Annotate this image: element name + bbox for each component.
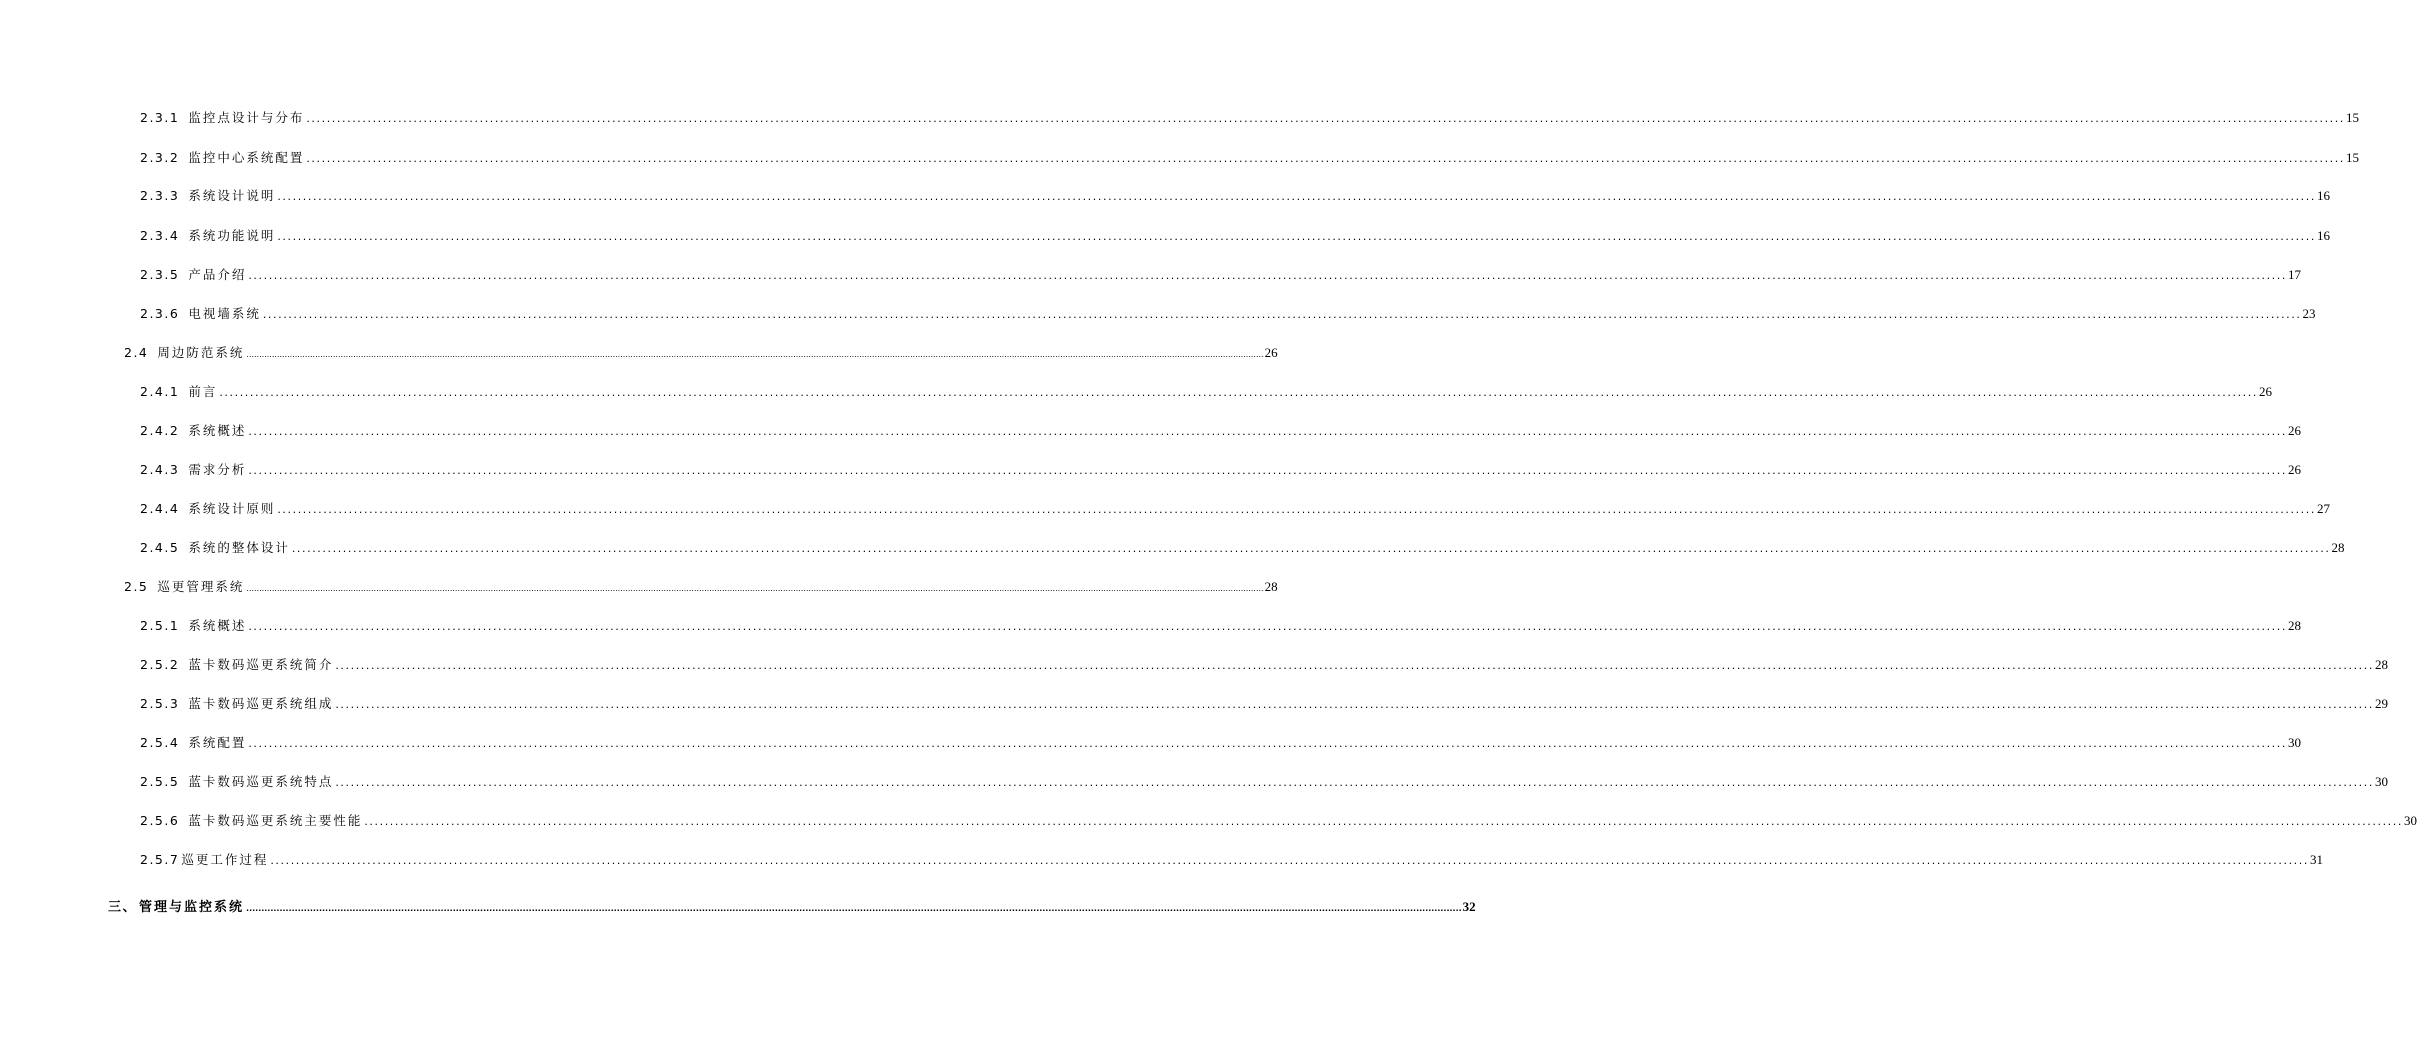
toc-title: 巡更管理系统: [157, 579, 245, 594]
toc-entry-2-3-1[interactable]: [140, 110, 2359, 127]
toc-entry-2-3-3[interactable]: [140, 188, 2330, 205]
toc-page-number: 28: [2374, 657, 2388, 672]
toc-title: 监控中心系统配置: [188, 150, 305, 165]
toc-entry-2-5-6[interactable]: [140, 813, 2417, 830]
toc-number: 三、: [108, 900, 138, 915]
toc-number: 2.5.7: [140, 852, 180, 867]
toc-leader: ................................................................................................................................................................................................................................................................................................................................................................................................................: [277, 503, 2316, 516]
toc-title: 前言: [188, 384, 218, 399]
toc-number: 2.4.3: [140, 462, 180, 477]
toc-number: 2.4: [124, 345, 149, 360]
toc-entry-2-3-4[interactable]: [140, 228, 2330, 245]
toc-number: 2.5.6: [140, 813, 180, 828]
toc-title: 蓝卡数码巡更系统简介: [188, 657, 334, 672]
toc-entry-2-5-3[interactable]: [140, 696, 2388, 713]
toc-entry-2-4-4[interactable]: [140, 501, 2330, 518]
toc-title: 周边防范系统: [157, 345, 245, 360]
toc-entry-2-4-1[interactable]: [140, 384, 2272, 401]
toc-number: 2.5.5: [140, 774, 180, 789]
toc-entry-2-5[interactable]: [124, 579, 1278, 597]
toc-entry-2-4-3[interactable]: [140, 462, 2301, 479]
toc-number: 2.5.3: [140, 696, 180, 711]
toc-entry-2-3-5[interactable]: [140, 267, 2301, 284]
toc-entry-chapter-3[interactable]: [108, 899, 1476, 917]
toc-entry-2-5-7[interactable]: [140, 852, 2323, 869]
toc-title: 需求分析: [188, 462, 247, 477]
toc-leader: ................................................................................................................................................................................................................................................................................................................................................................................................................: [335, 659, 2374, 672]
toc-title: 监控点设计与分布: [188, 110, 305, 125]
toc-page-number: 30: [2403, 813, 2417, 828]
toc-page-number: 15: [2345, 150, 2359, 165]
toc-title: 系统功能说明: [188, 228, 276, 243]
toc-page-number: 30: [2287, 735, 2301, 750]
toc-leader: ................................................................................................................................................................................................................................................................................................................................................................................................................: [277, 230, 2316, 243]
toc-page-number: 26: [2258, 384, 2272, 399]
toc-leader: ................................................................................................................................................................................................................................................................................................................................................................................................................: [306, 112, 2345, 125]
toc-page-number: 16: [2316, 188, 2330, 203]
toc-entry-2-5-1[interactable]: [140, 618, 2301, 635]
toc-title: 系统的整体设计: [188, 540, 290, 555]
toc-leader: ................................................................................................................................................................................................................................................................................................................................................................................................................: [335, 698, 2374, 711]
toc-leader: ................................................................................................................................................................................................................................................................................................................................................................................................................: [306, 152, 2345, 165]
toc-leader: ................................................................................................................................................................................................................................................................................................................................................................................................................: [262, 308, 2302, 321]
toc-title: 蓝卡数码巡更系统主要性能: [188, 813, 363, 828]
toc-number: 2.4.2: [140, 423, 180, 438]
toc-number: 2.3.1: [140, 110, 180, 125]
toc-number: 2.4.1: [140, 384, 180, 399]
toc-page-number: 31: [2309, 852, 2323, 867]
toc-number: 2.3.2: [140, 150, 180, 165]
toc-number: 2.3.6: [140, 306, 180, 321]
toc-entry-2-4-5[interactable]: [140, 540, 2345, 557]
toc-entry-2-4-2[interactable]: [140, 423, 2301, 440]
toc-title: 系统设计说明: [188, 188, 276, 203]
toc-entry-2-3-2[interactable]: [140, 150, 2359, 167]
toc-page-number: 28: [2331, 540, 2345, 555]
toc-number: 2.5.4: [140, 735, 180, 750]
toc-number: 2.3.4: [140, 228, 180, 243]
toc-leader: ................................................................................................................................................................................................................................................................................................................................................................................................................: [291, 542, 2331, 555]
toc-entry-2-5-2[interactable]: [140, 657, 2388, 674]
toc-leader: ................................................................................................................................................................................................................................................................................................................................................................................................................: [248, 737, 2287, 750]
toc-title: 电视墙系统: [188, 306, 261, 321]
toc-title: 系统概述: [188, 618, 247, 633]
toc-leader: ................................................................................................................................................................................................................................................................................................................................................................................................................: [246, 904, 1462, 913]
toc-page-number: 28: [2287, 618, 2301, 633]
toc-title: 管理与监控系统: [139, 900, 245, 915]
toc-page-number: 27: [2316, 501, 2330, 516]
toc-leader: ................................................................................................................................................................................................................................................................................................................................................................................................................: [248, 464, 2287, 477]
toc-page-number: 30: [2374, 774, 2388, 789]
toc-leader: ................................................................................................................................................................................................................................................................................................................................................................................................................: [248, 269, 2287, 282]
toc-number: 2.5: [124, 579, 149, 594]
toc-page-number: 29: [2374, 696, 2388, 711]
toc-entry-2-3-6[interactable]: [140, 306, 2316, 323]
toc-leader: ................................................................................................................................................................................................................................................................................................................................................................................................................: [364, 815, 2403, 828]
toc-number: 2.3.3: [140, 188, 180, 203]
toc-entry-2-5-4[interactable]: [140, 735, 2301, 752]
toc-page-number: 32: [1462, 899, 1476, 914]
toc-leader: ................................................................................................................................................................................................................................................................................................................................................................................................................: [248, 425, 2287, 438]
toc-leader: ................................................................................................................................................................................................................................................................................................................................................................................................................: [270, 854, 2309, 867]
toc-number: 2.5.1: [140, 618, 180, 633]
toc-title: 产品介绍: [188, 267, 247, 282]
toc-entry-2-4[interactable]: [124, 345, 1278, 363]
toc-number: 2.5.2: [140, 657, 180, 672]
toc-title: 系统概述: [188, 423, 247, 438]
toc-title: 系统配置: [188, 735, 247, 750]
toc-title: 巡更工作过程: [181, 852, 269, 867]
toc-leader: ................................................................................................................................................................................................................................................................................................................................................................................................................: [277, 190, 2316, 203]
toc-leader: ................................................................................................................................................................................................................................................................................................................................................................................................................: [219, 386, 2258, 399]
toc-title: 蓝卡数码巡更系统组成: [188, 696, 334, 711]
toc-page-number: 28: [1264, 579, 1278, 594]
toc-title: 系统设计原则: [188, 501, 276, 516]
toc-leader: ................................................................................................................................................................................................................................................................................................................................................................................................................: [246, 584, 1264, 593]
toc-page-number: 17: [2287, 267, 2301, 282]
toc-number: 2.3.5: [140, 267, 180, 282]
toc-page-number: 23: [2302, 306, 2316, 321]
toc-page-number: 26: [1264, 345, 1278, 360]
toc-page-number: 16: [2316, 228, 2330, 243]
toc-leader: ................................................................................................................................................................................................................................................................................................................................................................................................................: [335, 776, 2374, 789]
toc-leader: ................................................................................................................................................................................................................................................................................................................................................................................................................: [246, 350, 1264, 359]
toc-number: 2.4.5: [140, 540, 180, 555]
toc-page-number: 26: [2287, 423, 2301, 438]
toc-entry-2-5-5[interactable]: [140, 774, 2388, 791]
toc-title: 蓝卡数码巡更系统特点: [188, 774, 334, 789]
toc-page-number: 26: [2287, 462, 2301, 477]
toc-leader: ................................................................................................................................................................................................................................................................................................................................................................................................................: [248, 620, 2287, 633]
toc-page-number: 15: [2345, 110, 2359, 125]
toc-number: 2.4.4: [140, 501, 180, 516]
